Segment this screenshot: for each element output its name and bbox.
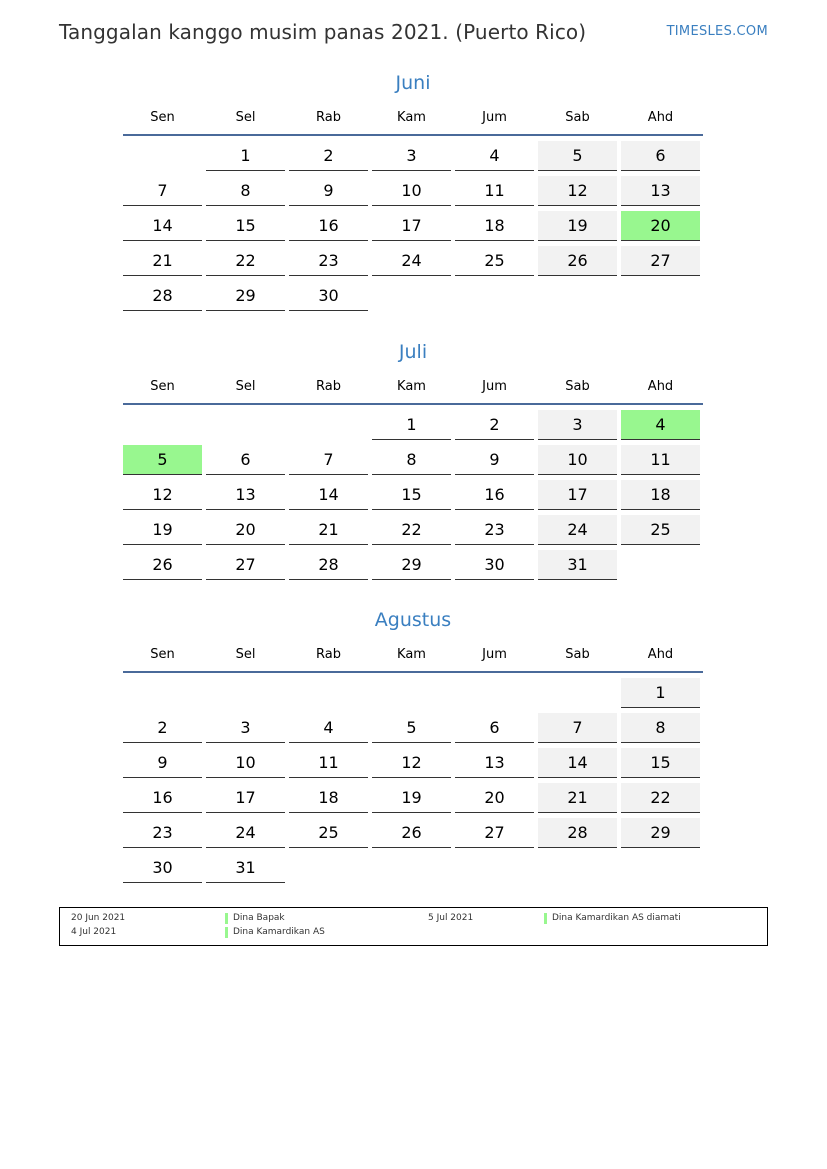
- empty-cell: [123, 141, 202, 171]
- day-cell: 18: [455, 211, 534, 241]
- weekday-label: Sen: [150, 110, 175, 125]
- day-cell: 22: [372, 515, 451, 545]
- day-cell: 19: [372, 783, 451, 813]
- day-cell: 16: [289, 211, 368, 241]
- day-cell: 1: [372, 410, 451, 440]
- day-cell: 13: [206, 480, 285, 510]
- legend-date: 4 Jul 2021: [71, 927, 117, 937]
- page-title: Tanggalan kanggo musim panas 2021. (Puerto Rico): [59, 20, 587, 44]
- day-cell: 24: [372, 246, 451, 276]
- weekday-label: Rab: [316, 379, 341, 394]
- empty-cell: [123, 678, 202, 708]
- day-grid: [123, 141, 703, 311]
- day-cell: 4: [289, 713, 368, 743]
- day-cell: 27: [621, 246, 700, 276]
- day-cell: 17: [206, 783, 285, 813]
- weekday-label: Sab: [565, 110, 590, 125]
- day-cell: 14: [289, 480, 368, 510]
- weekday-label: Sab: [565, 647, 590, 662]
- empty-cell: [289, 678, 368, 708]
- day-cell: 26: [123, 550, 202, 580]
- day-cell: 10: [206, 748, 285, 778]
- day-grid: [123, 410, 703, 580]
- day-cell: 9: [123, 748, 202, 778]
- day-cell: 17: [372, 211, 451, 241]
- weekday-label: Sel: [235, 379, 256, 394]
- weekday-label: Sel: [235, 110, 256, 125]
- empty-cell: [206, 410, 285, 440]
- day-cell: 28: [538, 818, 617, 848]
- day-cell: 3: [206, 713, 285, 743]
- day-cell: 3: [538, 410, 617, 440]
- brand-link[interactable]: TIMESLES.COM: [666, 24, 768, 39]
- day-cell: 28: [123, 281, 202, 311]
- holiday-marker: [225, 913, 228, 924]
- day-cell: 2: [123, 713, 202, 743]
- weekday-label: Sab: [565, 379, 590, 394]
- day-cell: 30: [289, 281, 368, 311]
- day-cell: 10: [372, 176, 451, 206]
- day-cell: 27: [206, 550, 285, 580]
- day-cell: 15: [206, 211, 285, 241]
- day-cell: 31: [206, 853, 285, 883]
- weekday-label: Jum: [482, 110, 507, 125]
- day-cell: 25: [455, 246, 534, 276]
- day-cell: 12: [538, 176, 617, 206]
- page-header: [59, 18, 768, 48]
- day-cell: 7: [123, 176, 202, 206]
- holiday-marker: [225, 927, 228, 938]
- weekday-header: [123, 101, 703, 136]
- day-cell: 21: [538, 783, 617, 813]
- day-cell: 11: [621, 445, 700, 475]
- day-cell: 22: [206, 246, 285, 276]
- day-cell: 24: [206, 818, 285, 848]
- day-cell: 22: [621, 783, 700, 813]
- day-cell: 3: [372, 141, 451, 171]
- day-cell: 5: [372, 713, 451, 743]
- day-cell: 19: [538, 211, 617, 241]
- legend-holiday-name: Dina Bapak: [233, 913, 285, 923]
- legend-date: 20 Jun 2021: [71, 913, 126, 923]
- day-cell: 14: [123, 211, 202, 241]
- weekday-label: Ahd: [647, 379, 674, 394]
- day-cell: 20: [621, 211, 700, 241]
- day-grid: [123, 678, 703, 883]
- empty-cell: [538, 678, 617, 708]
- day-cell: 4: [455, 141, 534, 171]
- month-august: [123, 606, 703, 883]
- empty-cell: [206, 678, 285, 708]
- day-cell: 16: [455, 480, 534, 510]
- day-cell: 9: [455, 445, 534, 475]
- day-cell: 21: [289, 515, 368, 545]
- weekday-label: Kam: [397, 110, 426, 125]
- day-cell: 1: [206, 141, 285, 171]
- day-cell: 5: [123, 445, 202, 475]
- month-june: [123, 69, 703, 311]
- day-cell: 19: [123, 515, 202, 545]
- weekday-label: Jum: [482, 647, 507, 662]
- day-cell: 18: [621, 480, 700, 510]
- day-cell: 13: [455, 748, 534, 778]
- day-cell: 29: [621, 818, 700, 848]
- day-cell: 25: [289, 818, 368, 848]
- legend-holiday-name: Dina Kamardikan AS: [233, 927, 325, 937]
- day-cell: 14: [538, 748, 617, 778]
- day-cell: 2: [455, 410, 534, 440]
- day-cell: 31: [538, 550, 617, 580]
- day-cell: 24: [538, 515, 617, 545]
- day-cell: 15: [372, 480, 451, 510]
- weekday-label: Kam: [397, 379, 426, 394]
- day-cell: 18: [289, 783, 368, 813]
- day-cell: 27: [455, 818, 534, 848]
- day-cell: 29: [206, 281, 285, 311]
- day-cell: 11: [455, 176, 534, 206]
- empty-cell: [289, 410, 368, 440]
- month-name: Juli: [398, 341, 428, 363]
- weekday-label: Sen: [150, 379, 175, 394]
- day-cell: 23: [455, 515, 534, 545]
- month-name: Juni: [395, 72, 431, 94]
- day-cell: 10: [538, 445, 617, 475]
- weekday-label: Rab: [316, 647, 341, 662]
- weekday-label: Ahd: [647, 110, 674, 125]
- day-cell: 6: [455, 713, 534, 743]
- month-july: [123, 338, 703, 580]
- weekday-label: Rab: [316, 110, 341, 125]
- day-cell: 23: [289, 246, 368, 276]
- weekday-label: Sel: [235, 647, 256, 662]
- day-cell: 9: [289, 176, 368, 206]
- day-cell: 8: [206, 176, 285, 206]
- weekday-label: Kam: [397, 647, 426, 662]
- empty-cell: [372, 678, 451, 708]
- day-cell: 15: [621, 748, 700, 778]
- legend-holiday-name: Dina Kamardikan AS diamati: [552, 913, 681, 923]
- day-cell: 26: [372, 818, 451, 848]
- day-cell: 12: [123, 480, 202, 510]
- day-cell: 7: [538, 713, 617, 743]
- weekday-header: [123, 638, 703, 673]
- day-cell: 7: [289, 445, 368, 475]
- day-cell: 8: [372, 445, 451, 475]
- day-cell: 2: [289, 141, 368, 171]
- day-cell: 11: [289, 748, 368, 778]
- weekday-header: [123, 370, 703, 405]
- day-cell: 6: [206, 445, 285, 475]
- day-cell: 6: [621, 141, 700, 171]
- holiday-marker: [544, 913, 547, 924]
- day-cell: 23: [123, 818, 202, 848]
- day-cell: 12: [372, 748, 451, 778]
- day-cell: 29: [372, 550, 451, 580]
- day-cell: 5: [538, 141, 617, 171]
- empty-cell: [455, 678, 534, 708]
- day-cell: 30: [455, 550, 534, 580]
- day-cell: 20: [206, 515, 285, 545]
- empty-cell: [123, 410, 202, 440]
- day-cell: 8: [621, 713, 700, 743]
- day-cell: 4: [621, 410, 700, 440]
- day-cell: 28: [289, 550, 368, 580]
- day-cell: 1: [621, 678, 700, 708]
- day-cell: 20: [455, 783, 534, 813]
- holiday-legend: [59, 907, 768, 946]
- day-cell: 26: [538, 246, 617, 276]
- day-cell: 21: [123, 246, 202, 276]
- day-cell: 25: [621, 515, 700, 545]
- weekday-label: Jum: [482, 379, 507, 394]
- legend-date: 5 Jul 2021: [428, 913, 474, 923]
- day-cell: 30: [123, 853, 202, 883]
- month-name: Agustus: [374, 609, 452, 631]
- weekday-label: Sen: [150, 647, 175, 662]
- day-cell: 13: [621, 176, 700, 206]
- day-cell: 16: [123, 783, 202, 813]
- weekday-label: Ahd: [647, 647, 674, 662]
- day-cell: 17: [538, 480, 617, 510]
